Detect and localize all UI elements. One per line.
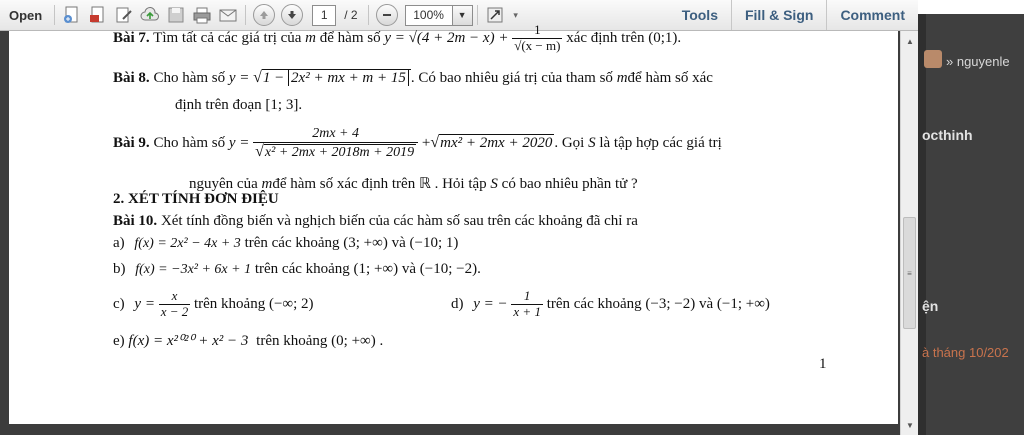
- document-viewport[interactable]: [0, 22, 918, 435]
- item-c: [113, 289, 314, 320]
- minus-icon: [381, 9, 393, 21]
- avatar: [924, 50, 942, 68]
- math-var: S: [490, 176, 498, 192]
- page-number-input[interactable]: 1: [312, 5, 336, 26]
- date-fragment: à tháng 10/202: [922, 345, 1009, 360]
- math-formula: 1 −: [262, 70, 289, 86]
- math-formula: y =: [134, 295, 155, 312]
- math-formula: y = √(4 + 2m − x) +: [384, 29, 513, 46]
- exercise-text: trên các khoảng: [254, 261, 350, 277]
- exercise-text: Xét tính đồng biến và nghịch biến của các hàm số sau trên các khoảng đã chỉ ra: [160, 213, 638, 229]
- toolbar-divider: [54, 5, 55, 25]
- exercise-label: Bài 8.: [113, 70, 150, 86]
- fill-sign-link[interactable]: Fill & Sign: [744, 7, 814, 23]
- exercise-label: Bài 9.: [113, 135, 150, 152]
- math-fraction: $\frac{1}{√(x - m)}$: [514, 22, 561, 53]
- toolbar-right-links: [669, 0, 918, 30]
- vertical-scrollbar[interactable]: [900, 31, 918, 435]
- exercise-text: . Có bao nhiêu giá trị của tham số: [410, 70, 613, 86]
- math-formula: f(x) = 2x² − 4x + 3: [134, 236, 241, 251]
- exercise-text: nguyên của: [189, 176, 258, 192]
- math-var: m: [616, 70, 628, 86]
- bai8-line: Bài 8. Cho hàm số y = √1 − 2x² + mx + m + 15 . Có bao nhiêu giá trị của tham số mđể hàm số xác: [113, 69, 713, 86]
- exercise-text: để hàm số: [319, 29, 381, 46]
- math-formula: (−3; −2) và (−1; +∞): [645, 295, 770, 312]
- bai9-line: Bài 9. Cho hàm số y = $\frac{2mx + 4}{\text{√x² + 2mx + 2018m + 2019}}$ +√mx² + 2mx + 2020 . Gọi S là tập hợp các giá trị: [113, 126, 722, 161]
- exercise-text: định trên đoạn: [175, 97, 262, 113]
- math-var: S: [588, 135, 596, 152]
- item-label: c): [113, 295, 125, 312]
- math-formula: (0; +∞) .: [331, 333, 384, 349]
- background-window-header: [918, 0, 1024, 14]
- bai7-line: [113, 23, 681, 54]
- math-fraction: $\frac{1}{x + 1}$: [513, 288, 541, 319]
- item-label: b): [113, 261, 126, 277]
- math-formula: [1; 3].: [265, 97, 303, 113]
- page-number: 1: [819, 356, 827, 372]
- section-heading: 2. XÉT TÍNH ĐƠN ĐIỆU: [113, 191, 279, 207]
- bai8-line2: [175, 97, 302, 114]
- username-fragment: octhinh: [922, 127, 973, 143]
- create-pdf-icon[interactable]: [59, 2, 85, 28]
- exercise-text: Cho hàm số: [153, 135, 226, 152]
- exercise-text: trên các khoảng: [546, 295, 642, 312]
- background-window: [918, 0, 1024, 435]
- exercise-text: trên khoảng: [193, 295, 266, 312]
- math-formula: f(x) = −3x² + 6x + 1: [135, 262, 252, 277]
- math-formula: (3; +∞): [343, 235, 388, 251]
- toolbar-divider: [245, 5, 246, 25]
- item-d: [451, 289, 770, 320]
- math-fraction: $\frac{x}{x - 2}$: [160, 288, 189, 319]
- math-formula: (1; +∞) và (−10; −2).: [353, 261, 481, 277]
- page-total-label: / 2: [344, 8, 358, 22]
- arrow-up-icon: [258, 9, 270, 21]
- zoom-dropdown-button[interactable]: ▼: [453, 5, 473, 26]
- math-formula: (−10; 1): [409, 235, 459, 251]
- math-formula: y =: [228, 70, 254, 86]
- arrow-down-icon: [286, 9, 298, 21]
- item-label: e): [113, 333, 125, 349]
- scroll-up-arrow-icon[interactable]: ▲: [906, 36, 914, 46]
- exercise-text: để hàm số xác định trên ℝ . Hỏi tập: [272, 176, 487, 192]
- bai10-line: [113, 213, 638, 230]
- export-pdf-icon[interactable]: [85, 2, 111, 28]
- math-fraction: $\frac{2mx + 4}{\text{√x² + 2mx + 2018m + 2019}}$: [253, 126, 418, 161]
- math-formula: y = −: [473, 295, 508, 312]
- exercise-text: . Gọi: [554, 135, 585, 152]
- open-button[interactable]: Open: [9, 7, 43, 23]
- math-formula: +: [421, 135, 431, 152]
- username-link[interactable]: » nguyenle: [946, 54, 1010, 69]
- exercise-text: trên khoảng: [256, 333, 328, 349]
- comment-link[interactable]: Comment: [840, 7, 905, 23]
- toolbar-menu-icon[interactable]: ▾: [513, 9, 518, 20]
- math-formula: y =: [228, 135, 250, 152]
- exercise-label: Bài 7.: [113, 29, 150, 46]
- item-b: [113, 261, 481, 278]
- math-formula: 2x² + mx + m + 15: [288, 70, 409, 86]
- item-label: d): [451, 295, 464, 312]
- toolbar-divider: [368, 5, 369, 25]
- math-var: m: [261, 176, 273, 192]
- math-formula: (−∞; 2): [268, 295, 314, 312]
- scroll-down-arrow-icon[interactable]: ▼: [906, 420, 914, 430]
- exercise-text: xác định trên (0;1).: [566, 29, 682, 46]
- exercise-text: có bao nhiêu phần tử ?: [501, 176, 638, 192]
- toolbar-divider: [477, 5, 478, 25]
- zoom-input[interactable]: 100%: [405, 5, 453, 26]
- item-a: [113, 235, 458, 252]
- pdf-page: [9, 22, 898, 424]
- exercise-label: Bài 10.: [113, 213, 158, 229]
- exercise-text: Tìm tất cả các giá trị của: [153, 29, 302, 46]
- item-label: a): [113, 235, 125, 251]
- exercise-text: là tập hợp các giá trị: [599, 135, 722, 152]
- tools-link[interactable]: Tools: [681, 7, 718, 23]
- item-e: [113, 331, 383, 350]
- math-var: m: [305, 29, 317, 46]
- math-formula: mx² + 2mx + 2020: [440, 135, 553, 152]
- exercise-text: Cho hàm số: [153, 70, 226, 86]
- exercise-text: trên các khoảng: [244, 235, 340, 251]
- math-formula: f(x) = x²⁰²⁰ + x² − 3: [128, 333, 249, 349]
- exercise-text: và: [391, 235, 406, 251]
- scrollbar-thumb[interactable]: ≡: [903, 217, 916, 329]
- section-fragment: ện: [922, 298, 939, 314]
- exercise-text: để hàm số xác: [627, 70, 713, 86]
